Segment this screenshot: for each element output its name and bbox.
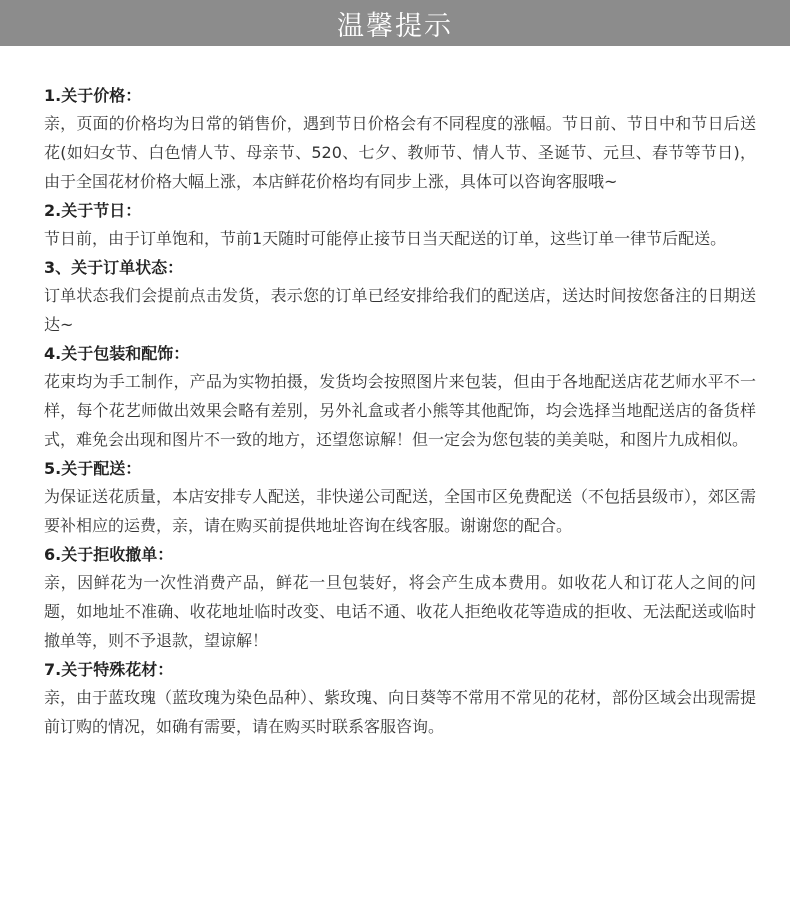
section-order-status — [44, 255, 756, 339]
section-body: 亲，由于蓝玫瑰（蓝玫瑰为染色品种）、紫玫瑰、向日葵等不常用不常见的花材，部份区域会出现需提前订购的情况，如确有需要，请在购买时联系客服咨询。 — [44, 688, 757, 736]
notice-banner — [0, 0, 790, 46]
section-title: 5.关于配送： — [44, 459, 142, 478]
section-body: 订单状态我们会提前点击发货，表示您的订单已经安排给我们的配送店，送达时间按您备注的日期送达~ — [44, 286, 756, 334]
section-body: 亲，因鲜花为一次性消费产品，鲜花一旦包装好，将会产生成本费用。如收花人和订花人之间的问题，如地址不准确、收花地址临时改变、电话不通、收花人拒绝收花等造成的拒收、无法配送或临时撤单等，则不予退款，望谅解！ — [44, 573, 756, 650]
section-title: 2.关于节日： — [44, 201, 142, 220]
section-body: 花束均为手工制作，产品为实物拍摄，发货均会按照图片来包装，但由于各地配送店花艺师水平不一样，每个花艺师做出效果会略有差别，另外礼盒或者小熊等其他配饰，均会选择当地配送店的备货样式，难免会出现和图片不一致的地方，还望您谅解！但一定会为您包装的美美哒，和图片九成相似。 — [44, 372, 756, 449]
section-body: 为保证送花质量，本店安排专人配送，非快递公司配送，全国市区免费配送（不包括县级市），郊区需要补相应的运费，亲，请在购买前提供地址咨询在线客服。谢谢您的配合。 — [44, 487, 757, 535]
section-price — [44, 83, 756, 196]
section-body: 节日前，由于订单饱和，节前1天随时可能停止接节日当天配送的订单，这些订单一律节后配送。 — [44, 229, 727, 248]
section-delivery — [44, 456, 756, 540]
banner-title: 温馨提示 — [337, 10, 453, 42]
section-refusal-cancel — [44, 542, 756, 655]
section-body: 亲，页面的价格均为日常的销售价，遇到节日价格会有不同程度的涨幅。节日前、节日中和节日后送花(如妇女节、白色情人节、母亲节、520、七夕、教师节、情人节、圣诞节、元旦、春节等节日)，由于全国花材价格大幅上涨，本店鲜花价格均有同步上涨，具体可以咨询客服哦~ — [44, 114, 756, 191]
section-special-flowers — [44, 657, 756, 741]
section-title: 3、关于订单状态： — [44, 258, 184, 277]
section-title: 4.关于包装和配饰： — [44, 344, 190, 363]
section-packaging — [44, 341, 756, 454]
section-title: 1.关于价格： — [44, 86, 142, 105]
notice-content — [44, 83, 756, 743]
section-holiday — [44, 198, 756, 253]
section-title: 6.关于拒收撤单： — [44, 545, 174, 564]
section-title: 7.关于特殊花材： — [44, 660, 174, 679]
